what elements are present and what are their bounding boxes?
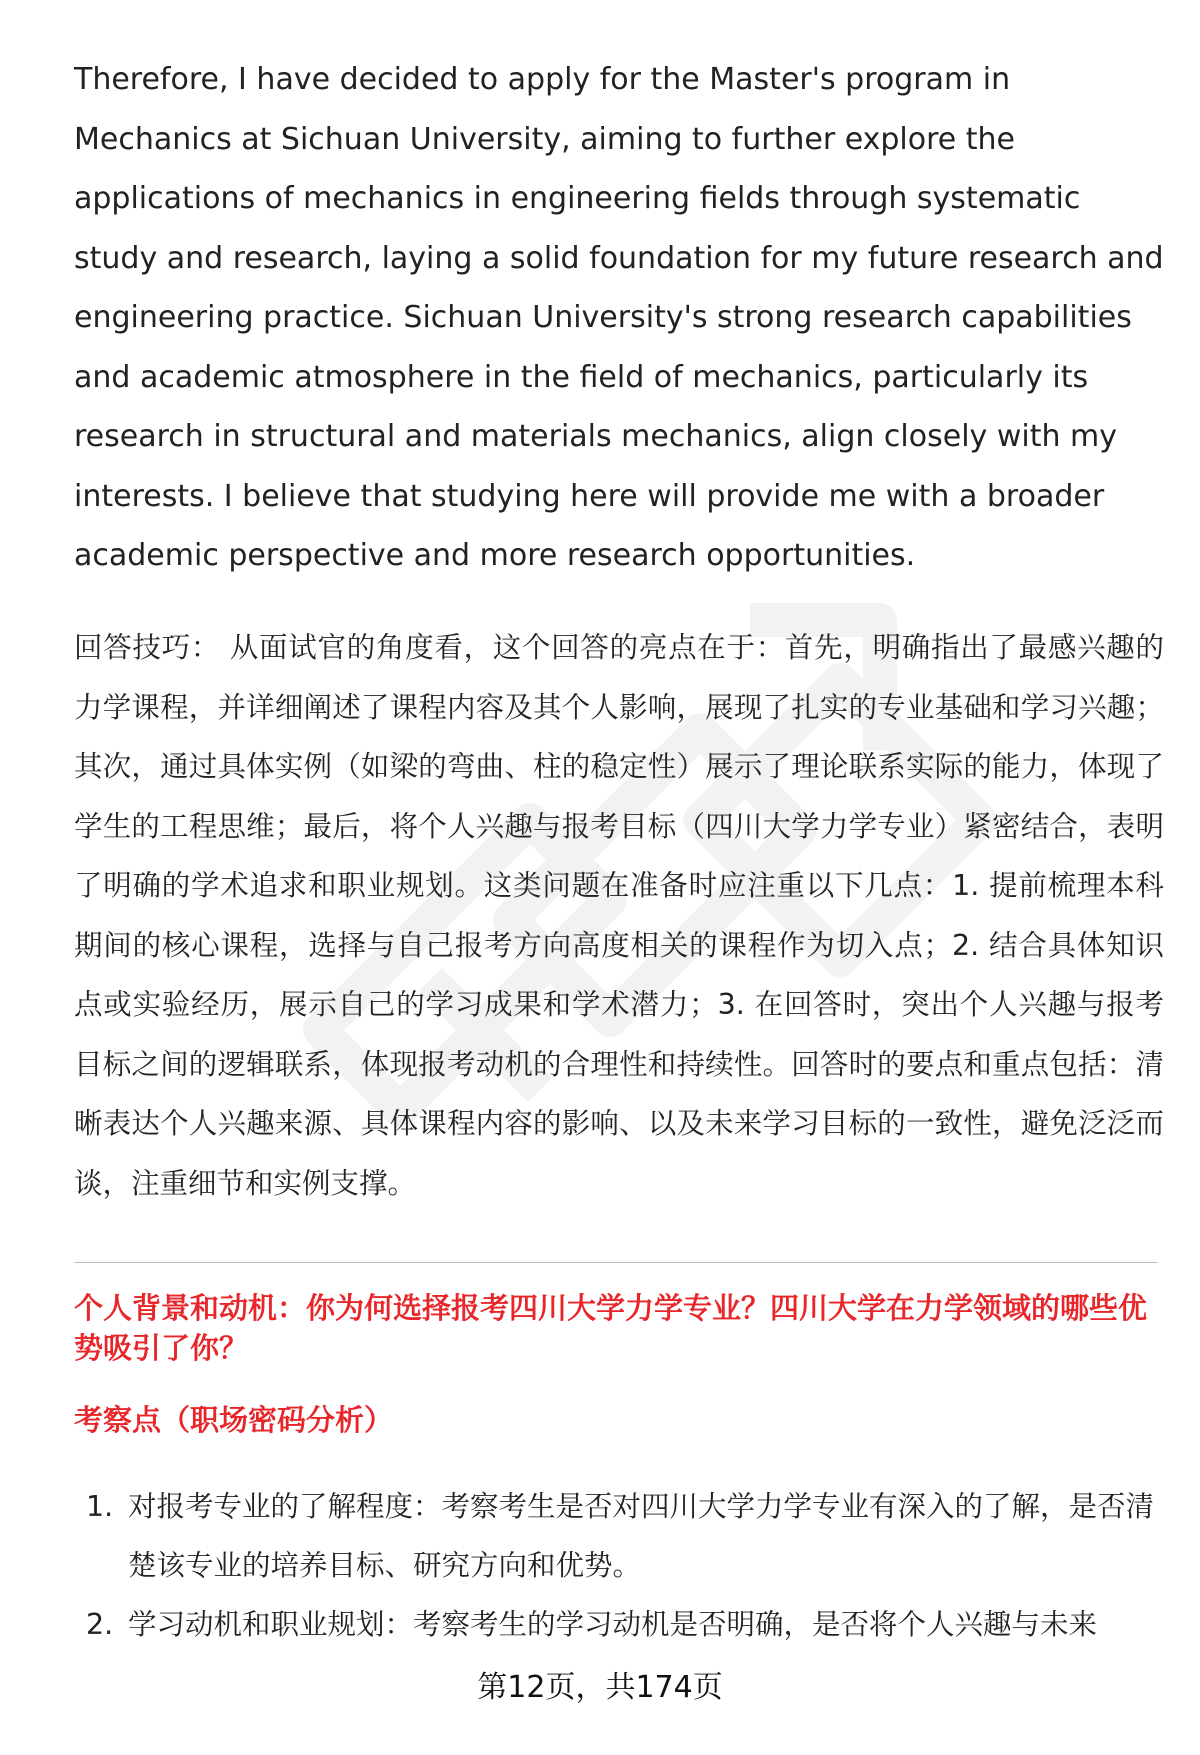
english-paragraph: Therefore, I have decided to apply for the Master's program in Mechanics at Sichuan University, aiming to further explore the applications of mechanics in engineering fields through systematic study and research, laying a solid foundation for my future research and engineering practice. Sichuan University's strong research capabilities and academic atmosphere in the field of mechanics, particularly its research in structural and materials mechanics, align closely with my interests. I believe that studying here will provide me with a broader academic perspective and more research opportunities.: [74, 62, 1164, 573]
list-item: [74, 1595, 1164, 1654]
list-item-number: 1.: [86, 1490, 114, 1523]
list-item-text: 对报考专业的了解程度：考察考生是否对四川大学力学专业有深入的了解，是否清楚该专业的培养目标、研究方向和优势。: [128, 1490, 1155, 1582]
section-divider: [74, 1262, 1158, 1263]
answer-tips-paragraph: 回答技巧： 从面试官的角度看，这个回答的亮点在于：首先，明确指出了最感兴趣的力学课程，并详细阐述了课程内容及其个人影响，展现了扎实的专业基础和学习兴趣；其次，通过具体实例（如梁的弯曲、柱的稳定性）展示了理论联系实际的能力，体现了学生的工程思维；最后，将个人兴趣与报考目标（四川大学力学专业）紧密结合，表明了明确的学术追求和职业规划。这类问题在准备时应注重以下几点：1. 提前梳理本科期间的核心课程，选择与自己报考方向高度相关的课程作为切入点；2. 结合具体知识点或实验经历，展示自己的学习成果和学术潜力；3. 在回答时，突出个人兴趣与报考目标之间的逻辑联系，体现报考动机的合理性和持续性。回答时的要点和重点包括：清晰表达个人兴趣来源、具体课程内容的影响、以及未来学习目标的一致性，避免泛泛而谈，注重细节和实例支撑。: [74, 631, 1164, 1200]
list-item-number: 2.: [86, 1608, 114, 1641]
page-footer: 第12页，共174页: [477, 1670, 723, 1705]
section-title: 考察点（职场密码分析）: [74, 1403, 394, 1437]
question-heading: 个人背景和动机：你为何选择报考四川大学力学专业？四川大学在力学领域的哪些优势吸引了你？: [74, 1291, 1148, 1365]
assessment-points-list: [74, 1477, 1164, 1654]
list-item: [74, 1477, 1164, 1595]
list-item-text: 学习动机和职业规划：考察考生的学习动机是否明确，是否将个人兴趣与未来: [128, 1608, 1098, 1641]
